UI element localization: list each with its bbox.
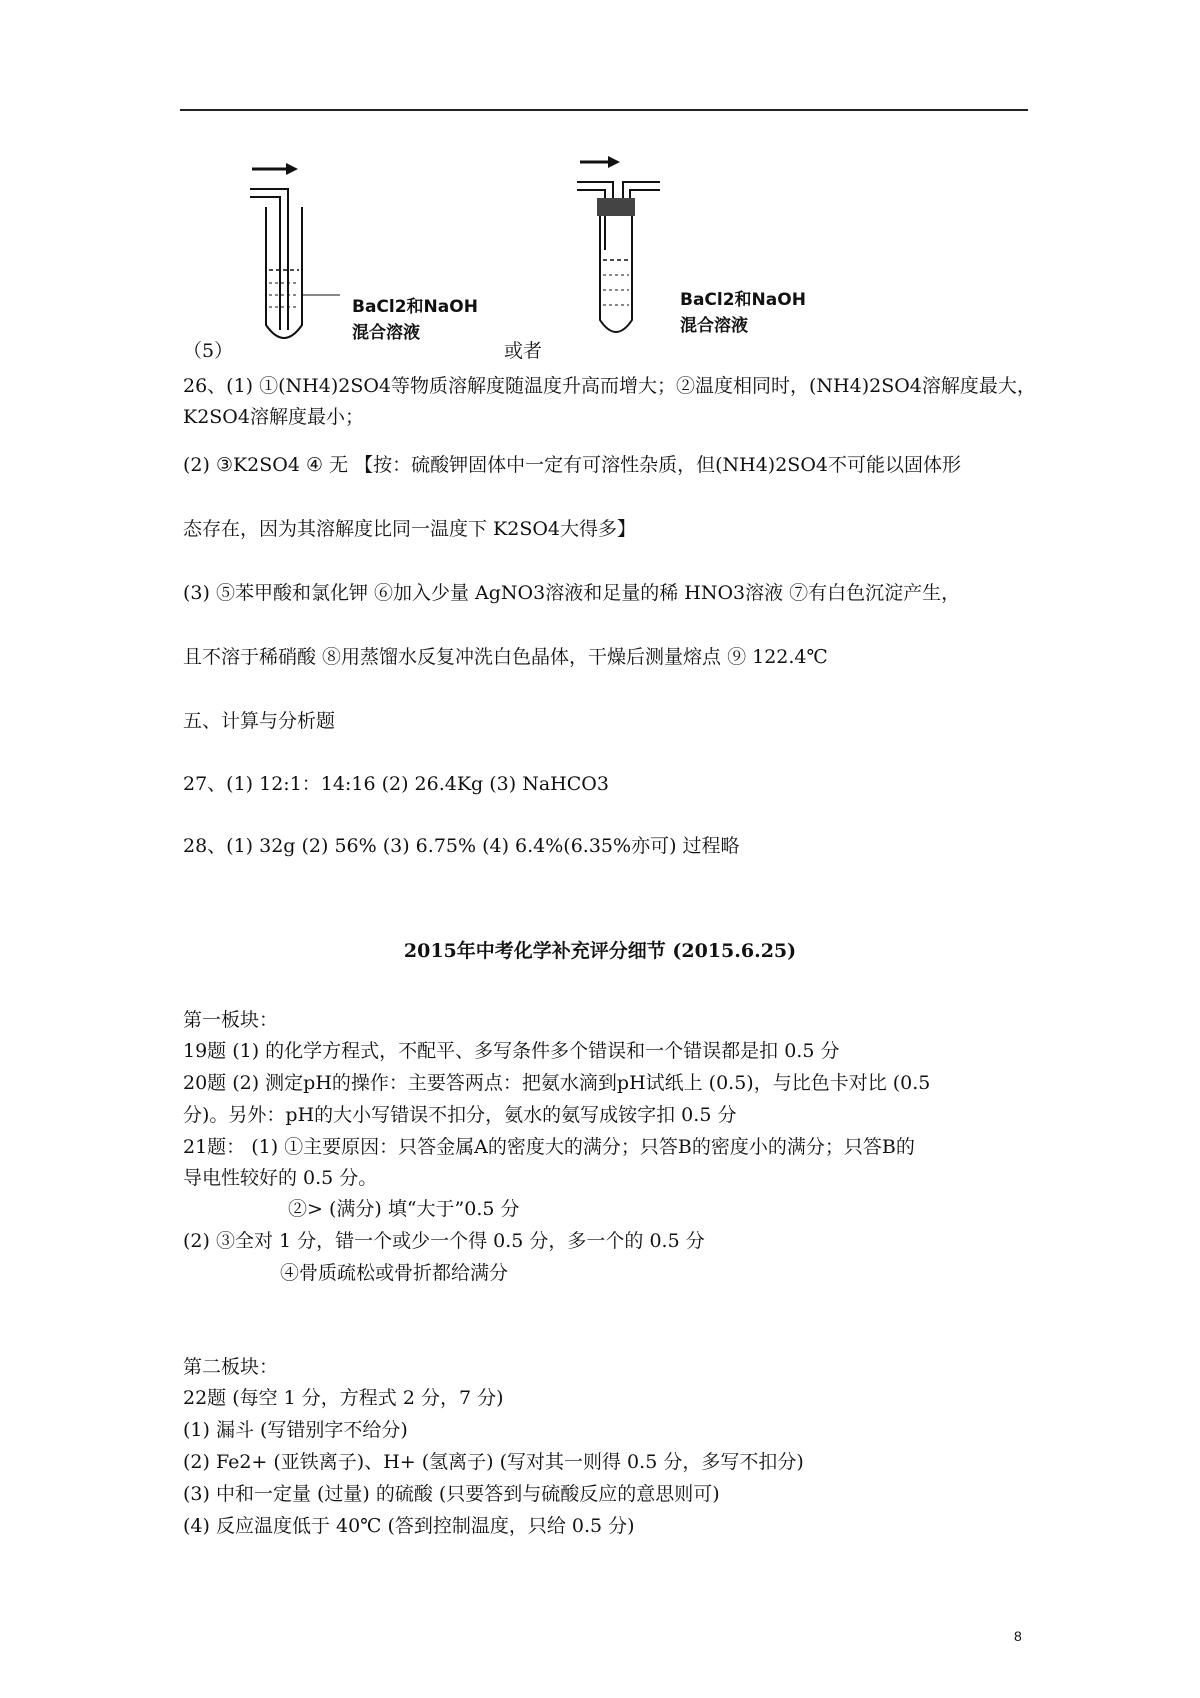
apparatus-label-line2: 混合溶液 [352,322,420,343]
q21-detail-line4: (2) ③全对 1 分，错一个或少一个得 0.5 分，多一个的 0.5 分 [183,1230,705,1252]
q26-line3: (2) ③K2SO4 ④ 无 【按：硫酸钾固体中一定有可溶性杂质，但(NH4)2SO4不可能以固体形 [183,454,961,476]
q28-answer: 28、(1) 32g (2) 56% (3) 6.75% (4) 6.4%(6.35%亦可) 过程略 [183,835,740,857]
q19-detail: 19题 (1) 的化学方程式，不配平、多写条件多个错误和一个错误都是扣 0.5 分 [183,1040,840,1062]
q21-detail-line3: ②> (满分) 填“大于”0.5 分 [288,1198,520,1220]
or-text: 或者 [504,340,543,362]
q20-detail-line1: 20题 (2) 测定pH的操作：主要答两点：把氨水滴到pH试纸上 (0.5)，与比色卡对比 (0.5 [183,1072,931,1094]
block2-heading: 第二板块： [183,1356,279,1378]
q22-item2: (2) Fe2+ (亚铁离子)、H+ (氢离子) (写对其一则得 0.5 分，多写不扣分) [183,1451,804,1473]
apparatus-label-right [680,288,806,339]
q25-number: （5） [183,340,234,362]
q21-detail-line2: 导电性较好的 0.5 分。 [183,1167,378,1189]
q21-detail-line1: 21题： (1) ①主要原因：只答金属A的密度大的满分；只答B的密度小的满分；只答B的 [183,1136,915,1158]
q26-line5: (3) ⑤苯甲酸和氯化钾 ⑥加入少量 AgNO3溶液和足量的稀 HNO3溶液 ⑦有白色沉淀产生， [183,582,961,604]
q26-line2: K2SO4溶解度最小； [183,406,364,428]
q26-line6: 且不溶于稀硝酸 ⑧用蒸馏水反复冲洗白色晶体，干燥后测量熔点 ⑨ 122.4℃ [183,646,828,668]
block1-heading: 第一板块： [183,1009,279,1031]
page-number: 8 [1014,1628,1022,1644]
q22-item1: (1) 漏斗 (写错别字不给分) [183,1419,408,1441]
q22-detail: 22题 (每空 1 分，方程式 2 分，7 分) [183,1387,504,1409]
q26-line4: 态存在，因为其溶解度比同一温度下 K2SO4大得多】 [183,518,637,540]
header-rule [180,109,1028,111]
q22-item4: (4) 反应温度低于 40℃ (答到控制温度，只给 0.5 分) [183,1515,635,1537]
q21-detail-line5: ④骨质疏松或骨折都给满分 [280,1262,509,1284]
apparatus-label-line1: BaCl2和NaOH [352,297,478,317]
q27-answer: 27、(1) 12:1：14:16 (2) 26.4Kg (3) NaHCO3 [183,773,609,795]
section-5-title: 五、计算与分析题 [183,710,336,732]
apparatus-label-left [352,295,478,346]
q26-line1: 26、(1) ①(NH4)2SO4等物质溶解度随温度升高而增大；②温度相同时，(NH4)2SO4溶解度最大， [183,375,1036,397]
supplement-title: 2015年中考化学补充评分细节 (2015.6.25) [403,940,797,962]
q20-detail-line2: 分)。另外：pH的大小写错误不扣分，氨水的氨写成铵字扣 0.5 分 [183,1104,737,1126]
apparatus-label-line2: 混合溶液 [680,315,748,336]
q22-item3: (3) 中和一定量 (过量) 的硫酸 (只要答到与硫酸反应的意思则可) [183,1483,720,1505]
test-tube-apparatus-left [240,155,350,345]
apparatus-label-line1: BaCl2和NaOH [680,290,806,310]
